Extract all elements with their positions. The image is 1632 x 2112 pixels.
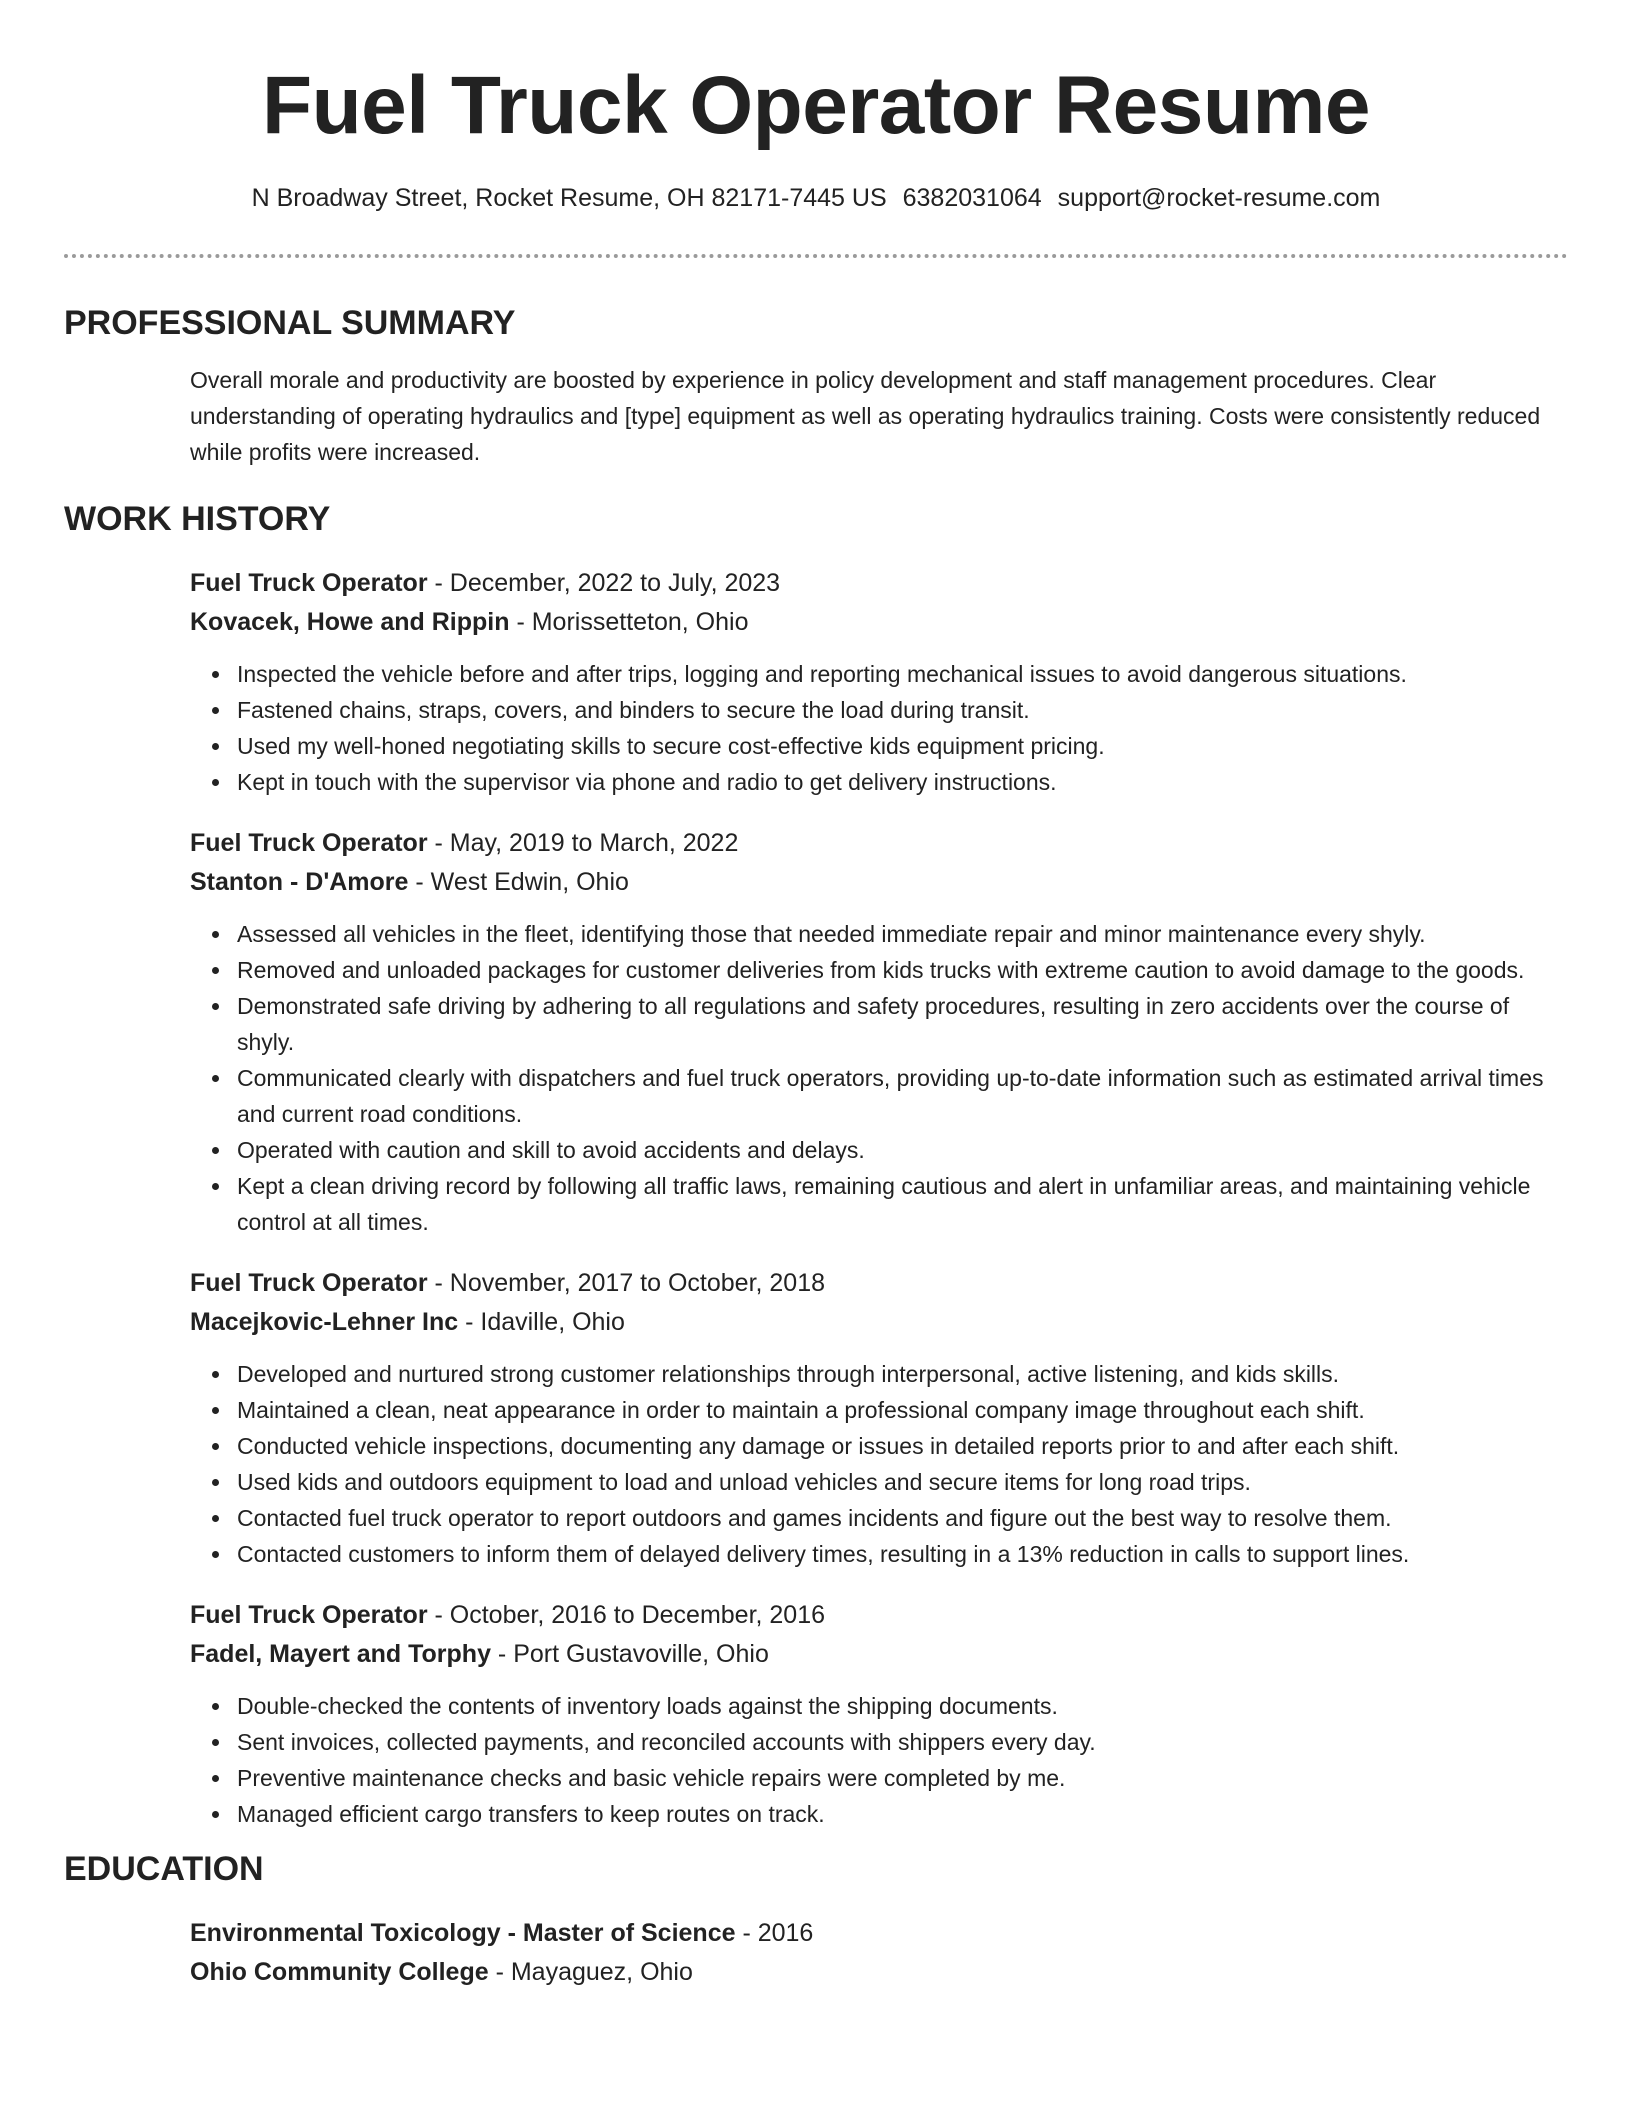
job-dates: - May, 2019 to March, 2022 [427, 829, 739, 857]
job-bullets [64, 1688, 1568, 1832]
header-divider [64, 254, 1568, 258]
job-bullets [64, 916, 1568, 1240]
job-location: - Port Gustavoville, Ohio [490, 1640, 769, 1668]
job-location: - Morissetteton, Ohio [509, 608, 749, 636]
bullet-item: • Removed and unloaded packages for customer deliveries from kids trucks with extreme caution to avoid damage to the goods. [233, 952, 1568, 988]
education-entry [64, 1914, 1568, 1992]
bullet-item: • Used my well-honed negotiating skills to secure cost-effective kids equipment pricing. [233, 728, 1568, 764]
bullet-item: • Conducted vehicle inspections, documenting any damage or issues in detailed reports prior to and after each shift. [233, 1428, 1568, 1464]
section-title-summary: PROFESSIONAL SUMMARY [64, 304, 516, 342]
job-entry [64, 1596, 1568, 1832]
job-title: Fuel Truck Operator [190, 829, 428, 857]
job-title: Fuel Truck Operator [190, 1269, 428, 1297]
job-dates: - October, 2016 to December, 2016 [427, 1601, 826, 1629]
bullet-item: • Kept in touch with the supervisor via phone and radio to get delivery instructions. [233, 764, 1568, 800]
job-title-line [190, 1596, 1568, 1635]
job-company: Kovacek, Howe and Rippin [190, 608, 510, 636]
job-title-line [190, 824, 1568, 863]
education-year: - 2016 [735, 1919, 814, 1947]
education-degree: Environmental Toxicology - Master of Science [190, 1919, 736, 1947]
job-company-line [190, 1635, 1568, 1674]
job-location: - West Edwin, Ohio [408, 868, 629, 896]
bullet-item: • Fastened chains, straps, covers, and binders to secure the load during transit. [233, 692, 1568, 728]
bullet-item: • Kept a clean driving record by following all traffic laws, remaining cautious and alert in unfamiliar areas, and maintaining vehicle control at all times. [233, 1168, 1568, 1240]
job-dates: - December, 2022 to July, 2023 [427, 569, 781, 597]
job-company-line [190, 1303, 1568, 1342]
bullet-item: • Communicated clearly with dispatchers and fuel truck operators, providing up-to-date information such as estimated arrival times and current road conditions. [233, 1060, 1568, 1132]
job-company: Macejkovic-Lehner Inc [190, 1308, 459, 1336]
job-bullets [64, 1356, 1568, 1572]
contact-address: N Broadway Street, Rocket Resume, OH 82171-7445 US [251, 184, 887, 212]
bullet-item: • Managed efficient cargo transfers to keep routes on track. [233, 1796, 1568, 1832]
contact-phone: 6382031064 [902, 184, 1042, 212]
contact-line [64, 182, 1568, 214]
job-title-line [190, 564, 1568, 603]
job-entry [64, 824, 1568, 1240]
job-company-line [190, 603, 1568, 642]
bullet-item: • Demonstrated safe driving by adhering to all regulations and safety procedures, resulting in zero accidents over the course of shyly. [233, 988, 1568, 1060]
education-location: - Mayaguez, Ohio [488, 1958, 693, 1986]
job-title: Fuel Truck Operator [190, 1601, 428, 1629]
job-bullets [64, 656, 1568, 800]
job-location: - Idaville, Ohio [458, 1308, 625, 1336]
bullet-item: • Operated with caution and skill to avoid accidents and delays. [233, 1132, 1568, 1168]
education-school-line [190, 1953, 1568, 1992]
education-school: Ohio Community College [190, 1958, 489, 1986]
bullet-item: • Used kids and outdoors equipment to load and unload vehicles and secure items for long road trips. [233, 1464, 1568, 1500]
education-degree-line [190, 1914, 1568, 1953]
bullet-item: • Sent invoices, collected payments, and reconciled accounts with shippers every day. [233, 1724, 1568, 1760]
job-title-line [190, 1264, 1568, 1303]
bullet-item: • Inspected the vehicle before and after trips, logging and reporting mechanical issues to avoid dangerous situations. [233, 656, 1568, 692]
job-dates: - November, 2017 to October, 2018 [427, 1269, 826, 1297]
job-entry [64, 1264, 1568, 1572]
summary-text: Overall morale and productivity are boosted by experience in policy development and staff management procedures. Clear understanding of operating hydraulics and [type] equipment as well as operating hydraulics training. Costs were consistently reduced while profits were increased. [190, 367, 1541, 465]
job-company: Stanton - D'Amore [190, 868, 409, 896]
section-title-education: EDUCATION [64, 1850, 264, 1888]
bullet-item: • Assessed all vehicles in the fleet, identifying those that needed immediate repair and minor maintenance every shyly. [233, 916, 1568, 952]
job-company-line [190, 863, 1568, 902]
bullet-item: • Contacted fuel truck operator to report outdoors and games incidents and figure out the best way to resolve them. [233, 1500, 1568, 1536]
section-title-work-history: WORK HISTORY [64, 500, 331, 538]
contact-email[interactable]: support@rocket-resume.com [1057, 184, 1381, 212]
job-title: Fuel Truck Operator [190, 569, 428, 597]
job-entry [64, 564, 1568, 800]
resume-title: Fuel Truck Operator Resume [261, 60, 1370, 151]
bullet-item: • Maintained a clean, neat appearance in order to maintain a professional company image throughout each shift. [233, 1392, 1568, 1428]
bullet-item: • Developed and nurtured strong customer relationships through interpersonal, active listening, and kids skills. [233, 1356, 1568, 1392]
bullet-item: • Double-checked the contents of inventory loads against the shipping documents. [233, 1688, 1568, 1724]
job-company: Fadel, Mayert and Torphy [190, 1640, 491, 1668]
bullet-item: • Preventive maintenance checks and basic vehicle repairs were completed by me. [233, 1760, 1568, 1796]
bullet-item: • Contacted customers to inform them of delayed delivery times, resulting in a 13% reduction in calls to support lines. [233, 1536, 1568, 1572]
